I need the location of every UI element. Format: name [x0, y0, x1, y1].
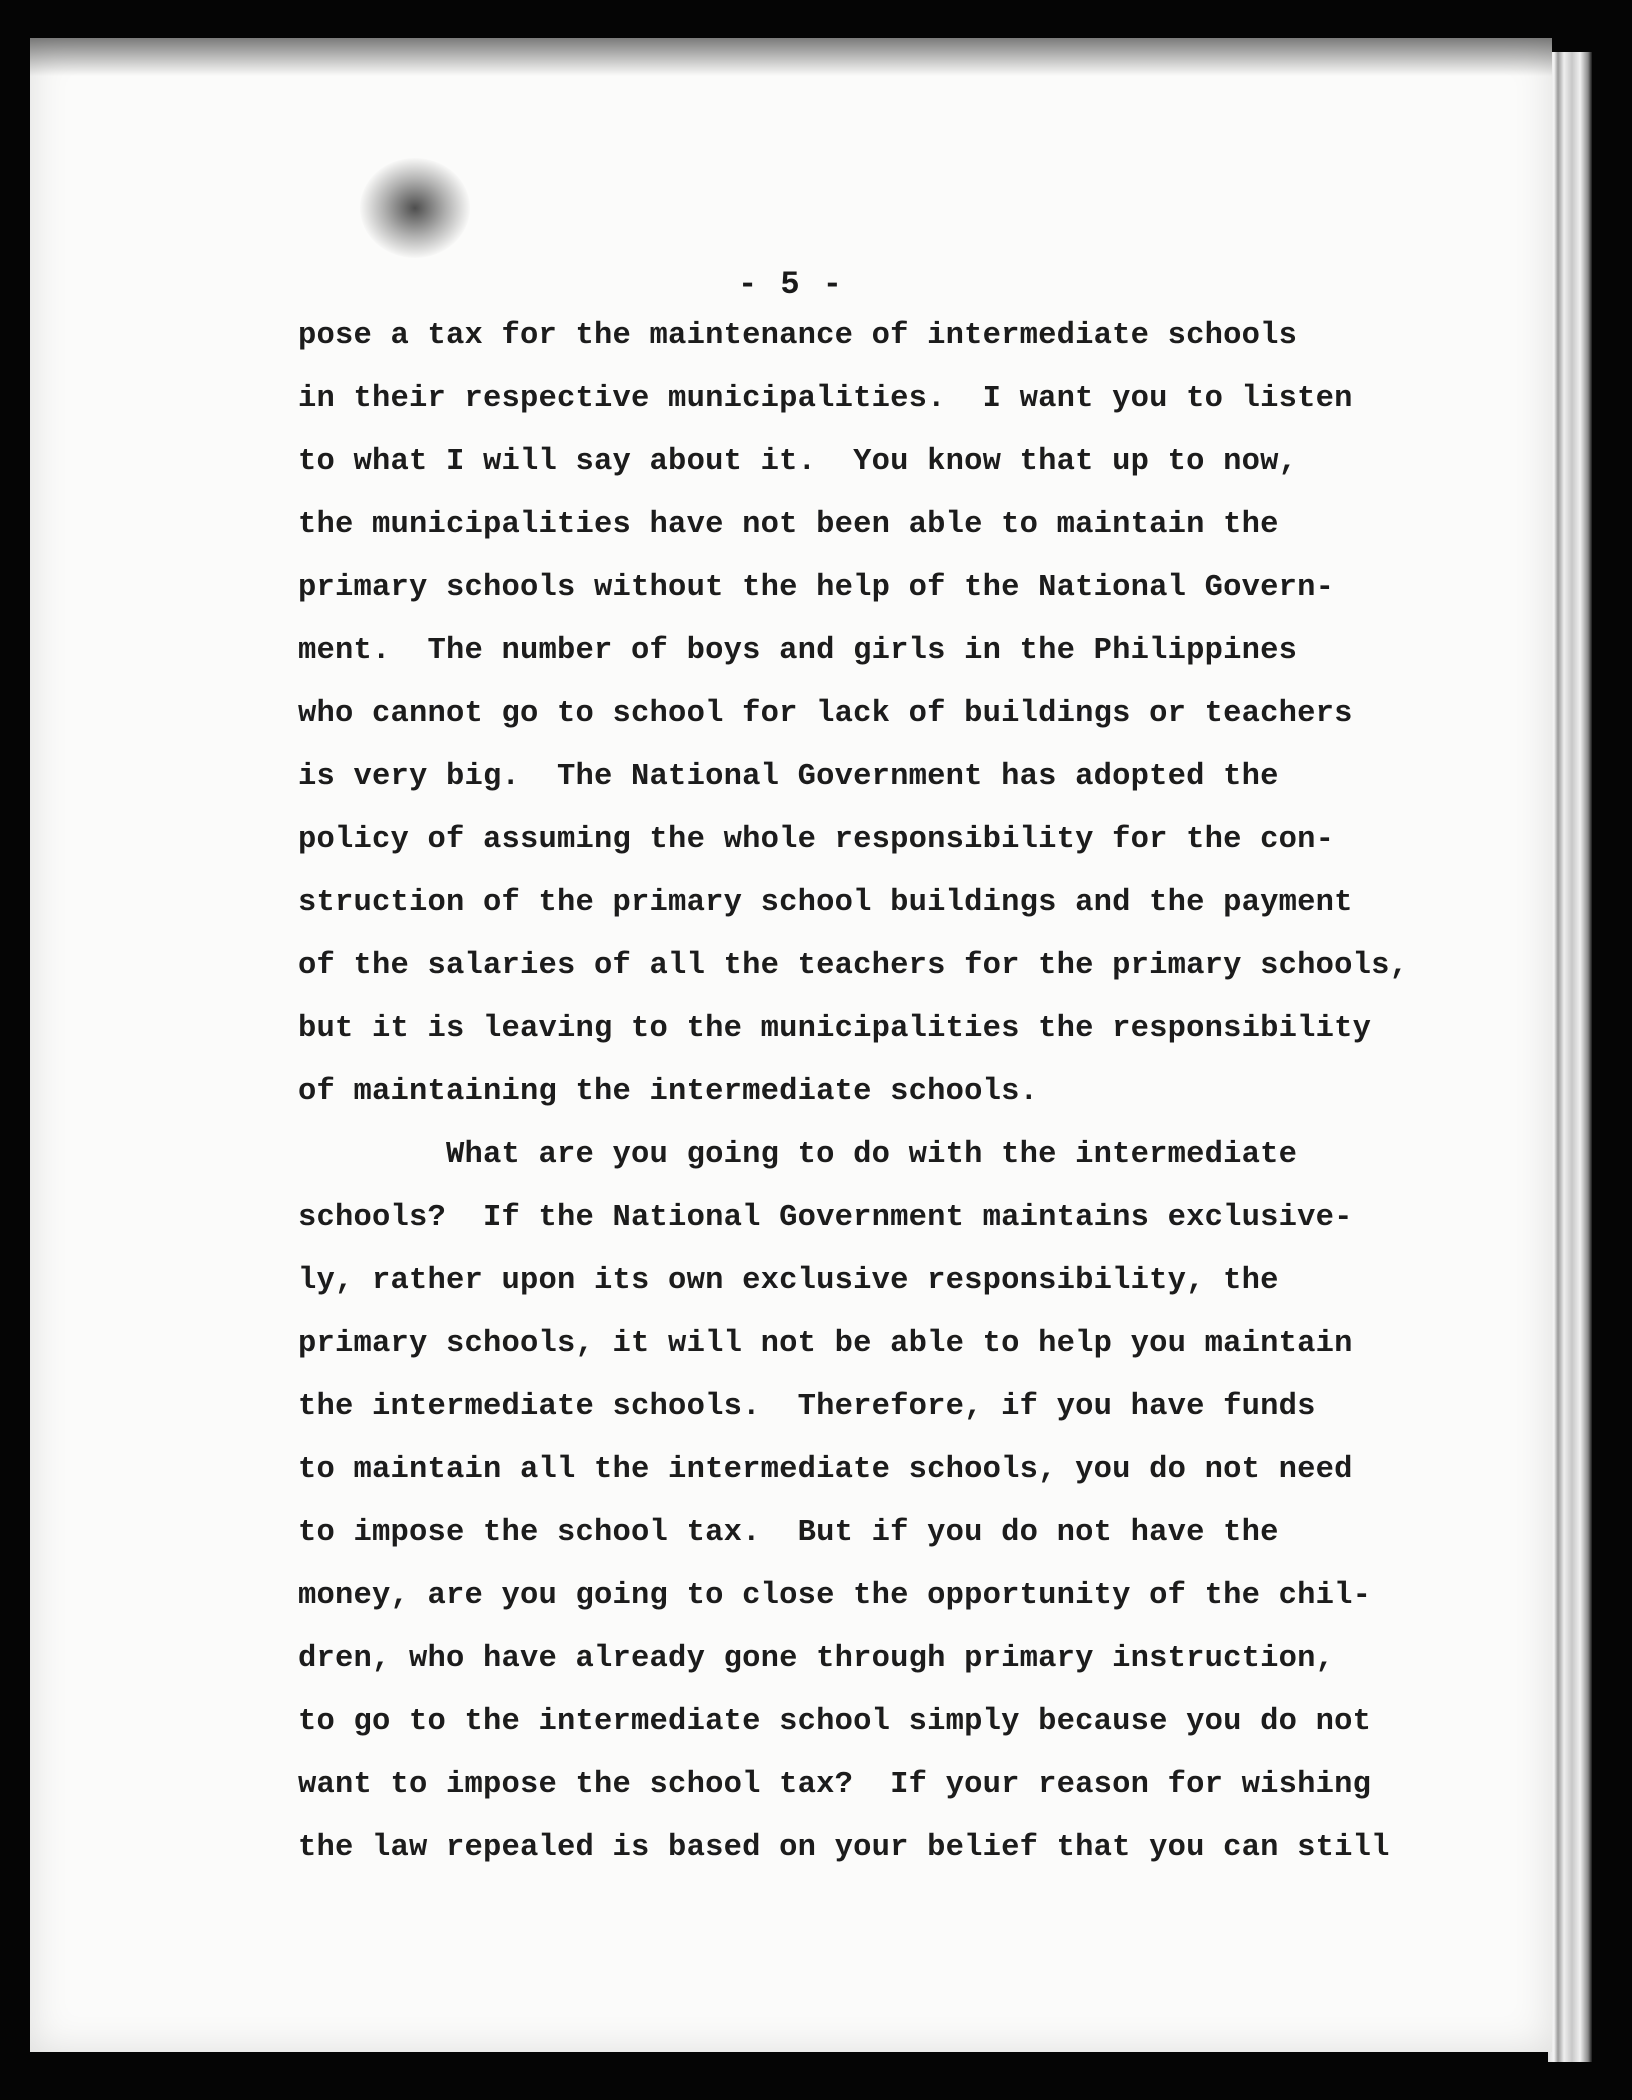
text-line: primary schools, it will not be able to help you maintain	[298, 1327, 1353, 1361]
text-line: schools? If the National Government maintains exclusive-	[298, 1201, 1353, 1235]
text-line: What are you going to do with the intermediate	[298, 1138, 1298, 1172]
text-line: is very big. The National Government has adopted the	[298, 760, 1279, 794]
page-stack-edge	[1548, 52, 1592, 2062]
text-line: but it is leaving to the municipalities the responsibility	[298, 1012, 1372, 1046]
text-line: to impose the school tax. But if you do not have the	[298, 1516, 1279, 1550]
text-line: policy of assuming the whole responsibility for the con-	[298, 823, 1335, 857]
text-line: money, are you going to close the opportunity of the chil-	[298, 1579, 1372, 1613]
text-line: struction of the primary school buildings and the payment	[298, 886, 1353, 920]
text-line: the intermediate schools. Therefore, if you have funds	[298, 1390, 1316, 1424]
document-page	[30, 38, 1552, 2052]
top-shadow	[30, 38, 1552, 76]
text-line: primary schools without the help of the National Govern-	[298, 571, 1335, 605]
text-line: the municipalities have not been able to maintain the	[298, 508, 1279, 542]
ink-smudge	[360, 158, 470, 258]
text-line: dren, who have already gone through primary instruction,	[298, 1642, 1335, 1676]
text-line: in their respective municipalities. I want you to listen	[298, 382, 1353, 416]
text-line: pose a tax for the maintenance of intermediate schools	[298, 319, 1298, 353]
text-line: of maintaining the intermediate schools.	[298, 1075, 1039, 1109]
text-line: to go to the intermediate school simply because you do not	[298, 1705, 1372, 1739]
text-line: want to impose the school tax? If your reason for wishing	[298, 1768, 1372, 1802]
text-line: ly, rather upon its own exclusive responsibility, the	[298, 1264, 1279, 1298]
text-line: the law repealed is based on your belief that you can still	[298, 1831, 1390, 1865]
text-line: to maintain all the intermediate schools, you do not need	[298, 1453, 1353, 1487]
text-line: of the salaries of all the teachers for the primary schools,	[298, 949, 1409, 983]
text-line: who cannot go to school for lack of buildings or teachers	[298, 697, 1353, 731]
page-number: - 5 -	[737, 266, 844, 303]
text-line: ment. The number of boys and girls in the Philippines	[298, 634, 1298, 668]
text-line: to what I will say about it. You know that up to now,	[298, 445, 1298, 479]
